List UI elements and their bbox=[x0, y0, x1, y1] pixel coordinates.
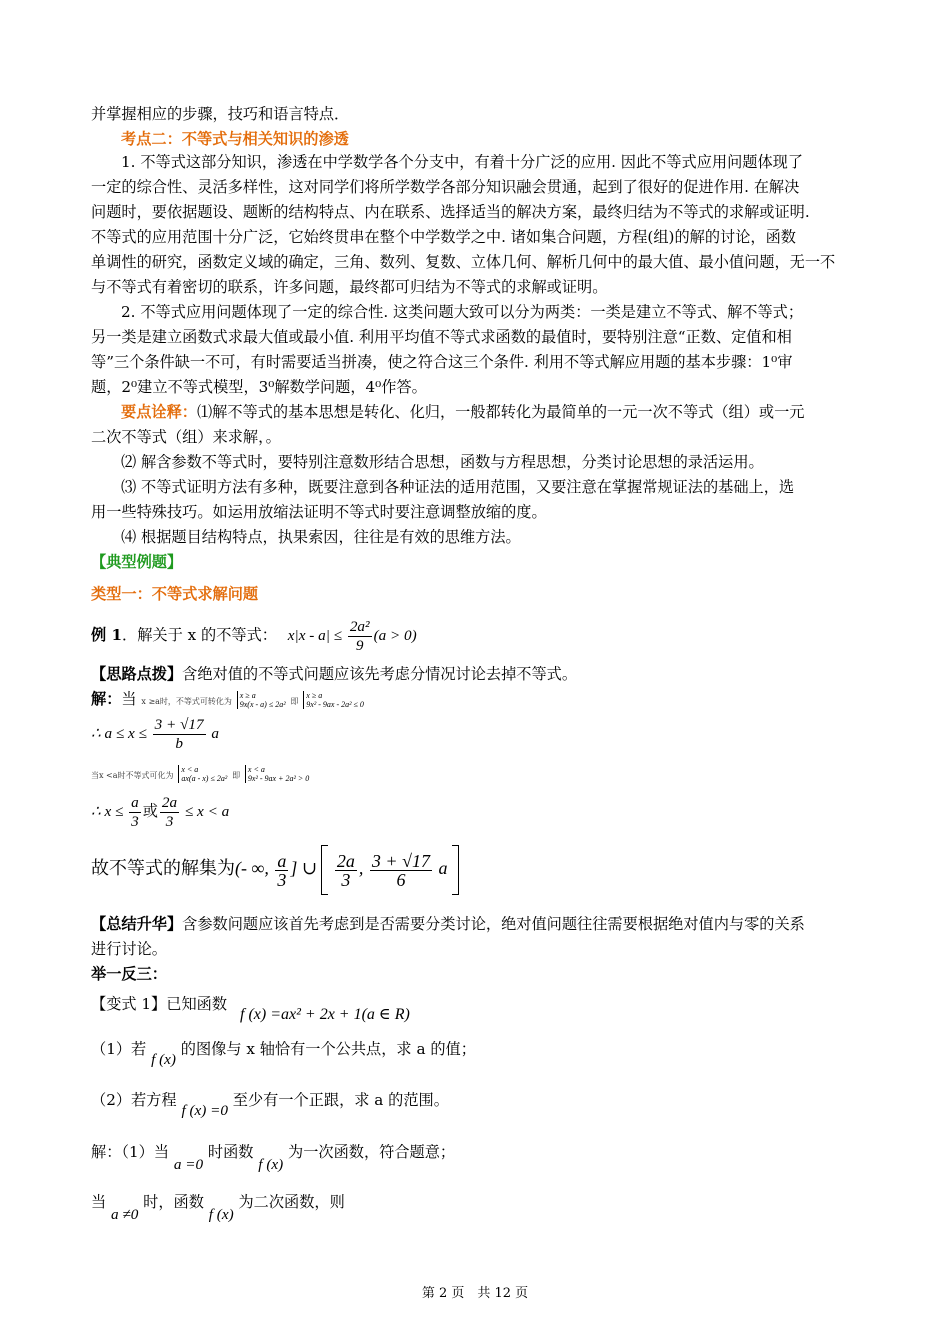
case-2-result: ∴ x ≤ $\frac{a}{3}$ 或 $\frac{2a}{3}$ ≤ x < a bbox=[91, 794, 230, 830]
case-1-condition: x ≥a时，不等式可转化为 bbox=[141, 697, 232, 706]
paragraph-line: 一定的综合性、灵活多样性，这对同学们将所学数学各部分知识融会贯通，起到了很好的促进作用. 在解决 bbox=[91, 178, 800, 196]
practice-heading: 举一反三： bbox=[91, 965, 167, 983]
paragraph-line: 2. 不等式应用问题体现了一定的综合性. 这类问题大致可以分为两类：一类是建立不等式、解不等式； bbox=[121, 303, 804, 321]
solution-set-text: 故不等式的解集为 bbox=[91, 858, 235, 880]
paragraph-line: 用一些特殊技巧。如运用放缩法证明不等式时要注意调整放缩的度。 bbox=[91, 503, 547, 521]
ji-text: 即 bbox=[232, 771, 241, 780]
solution-case-1 bbox=[91, 687, 861, 714]
hint-text: 含绝对值的不等式问题应该先考虑分情况讨论去掉不等式。 bbox=[182, 665, 577, 683]
function-definition: f (x) =ax² + 2x + 1(a ∈ R) bbox=[240, 1006, 410, 1023]
example-1 bbox=[91, 618, 861, 664]
key-points-label: 要点诠释： bbox=[121, 403, 197, 421]
case-2-system-b: x < a 9x² - 9ax + 2a² > 0 bbox=[245, 765, 309, 783]
fx0-formula: f (x) =0 bbox=[181, 1102, 228, 1119]
section-heading: 【典型例题】 bbox=[91, 553, 183, 571]
section-heading: 考点二：不等式与相关知识的渗透 bbox=[121, 130, 349, 148]
q2-suffix: 至少有一个正跟，求 a 的范围。 bbox=[232, 1091, 449, 1109]
inequality-formula: x|x - a| ≤ $\frac{\text{2a²}}{9}$ (a > 0) bbox=[287, 618, 417, 654]
paragraph-line: 二次不等式（组）来求解，。 bbox=[91, 428, 281, 446]
case-1-system-b: x ≥ a 9x² - 9ax - 2a² ≤ 0 bbox=[303, 691, 364, 709]
question-1 bbox=[91, 1037, 861, 1068]
key-point-2: ⑵ 解含参数不等式时，要特别注意数形结合思想，函数与方程思想，分类讨论思想的录活运用。 bbox=[121, 453, 764, 471]
example-text: ．解关于 x 的不等式： bbox=[122, 625, 277, 644]
ans2-prefix: 当 bbox=[91, 1193, 107, 1211]
q2-prefix: （2）若方程 bbox=[91, 1091, 177, 1109]
ans1-mid: 时函数 bbox=[207, 1143, 254, 1161]
solution-case-2 bbox=[91, 761, 861, 788]
summary-text: 含参数问题应该首先考虑到是否需要分类讨论，绝对值问题往往需要根据绝对值内与零的关系 bbox=[182, 915, 805, 933]
case-1-result: ∴ a ≤ x ≤ $\frac{3 + √17}{b}$ a bbox=[91, 716, 220, 752]
hint-label: 【思路点拨】 bbox=[91, 665, 183, 683]
text-line: 并掌握相应的步骤，技巧和语言特点． bbox=[91, 105, 350, 123]
solution-set-formula: (- ∞, $\frac{a}{3}$ ] ∪ $\frac{2a}{3}$ , $\frac{3 + √17}{6}$ a bbox=[235, 858, 459, 878]
ans2-mid: 时，函数 bbox=[143, 1193, 204, 1211]
case-1-system: x ≥ a 9x(x - a) ≤ 2a² bbox=[237, 691, 286, 709]
page-footer: 第 2 页 共 12 页 bbox=[421, 1286, 529, 1301]
fx-formula: f (x) bbox=[208, 1206, 234, 1223]
variant-text: 已知函数 bbox=[166, 995, 227, 1013]
ji-text: 即 bbox=[290, 697, 299, 706]
paragraph-line: 单调性的研究，函数定义域的确定，三角、数列、复数、立体几何、解析几何中的最大值、最小值问题，无一不 bbox=[91, 253, 836, 271]
answer-line-2 bbox=[91, 1190, 861, 1223]
answer-line-1 bbox=[91, 1140, 861, 1173]
q1-prefix: （1）若 bbox=[91, 1040, 147, 1058]
key-point-3: ⑶ 不等式证明方法有多种，既要注意到各种证法的适用范围，又要注意在掌握常规证法的基础上，选 bbox=[121, 478, 795, 496]
case-2-condition: 当x <a时不等式可化为 bbox=[91, 771, 174, 780]
paragraph-line: 问题时，要依据题设、题断的结构特点、内在联系、选择适当的解决方案，最终归结为不等式的求解或证明. bbox=[91, 203, 810, 221]
paragraph-line: 另一类是建立函数式求最大值或最小值. 利用平均值不等式求函数的最值时，要特别注意“正数、定值和相 bbox=[91, 328, 792, 346]
case-2-system: x < a ax(a - x) ≤ 2a² bbox=[178, 765, 227, 783]
question-2 bbox=[91, 1088, 861, 1119]
ans2-suffix: 为二次函数，则 bbox=[238, 1193, 345, 1211]
fx-formula: f (x) bbox=[151, 1051, 176, 1068]
hint-line bbox=[91, 662, 861, 686]
paragraph-line: 1. 不等式这部分知识，渗透在中学数学各个分支中，有着十分广泛的应用. 因此不等式应用问题体现了 bbox=[121, 153, 804, 171]
summary-line bbox=[91, 912, 861, 936]
ans1-suffix: 为一次函数，符合题意； bbox=[288, 1143, 456, 1161]
solution-text: 当 bbox=[121, 690, 137, 708]
paragraph-line: 进行讨论。 bbox=[91, 940, 167, 958]
key-point-1: ⑴解不等式的基本思想是转化、化归，一般都转化为最简单的一元一次不等式（组）或一元 bbox=[196, 403, 805, 421]
solution-label: 解： bbox=[91, 690, 122, 708]
summary-label: 【总结升华】 bbox=[91, 915, 183, 933]
fx-formula: f (x) bbox=[258, 1156, 284, 1173]
paragraph-line: 题，2⁰建立不等式模型，3⁰解数学问题，4⁰作答。 bbox=[91, 378, 427, 396]
variant-label: 【变式 1】 bbox=[91, 995, 167, 1013]
solution-set bbox=[91, 845, 861, 899]
key-point-4: ⑷ 根据题目结构特点，执果索因，往往是有效的思维方法。 bbox=[121, 528, 521, 546]
aneq0-formula: a ≠0 bbox=[111, 1206, 139, 1223]
paragraph-line: 不等式的应用范围十分广泛，它始终贯串在整个中学数学之中. 诸如集合问题，方程(组)的解的讨论，函数 bbox=[91, 228, 796, 246]
type-heading: 类型一：不等式求解问题 bbox=[91, 585, 259, 603]
q1-suffix: 的图像与 x 轴恰有一个公共点，求 a 的值； bbox=[180, 1040, 476, 1058]
or-text: 或 bbox=[142, 802, 158, 820]
paragraph-line: 等”三个条件缺一不可，有时需要适当拼凑，使之符合这三个条件. 利用不等式解应用题的基本步骤：1⁰审 bbox=[91, 353, 793, 371]
example-label: 例 1 bbox=[91, 625, 123, 644]
a0-formula: a =0 bbox=[173, 1156, 204, 1173]
key-points-line bbox=[121, 400, 891, 424]
ans1-prefix: 解：（1）当 bbox=[91, 1143, 170, 1161]
paragraph-line: 与不等式有着密切的联系，许多问题，最终都可归结为不等式的求解或证明。 bbox=[91, 278, 608, 296]
